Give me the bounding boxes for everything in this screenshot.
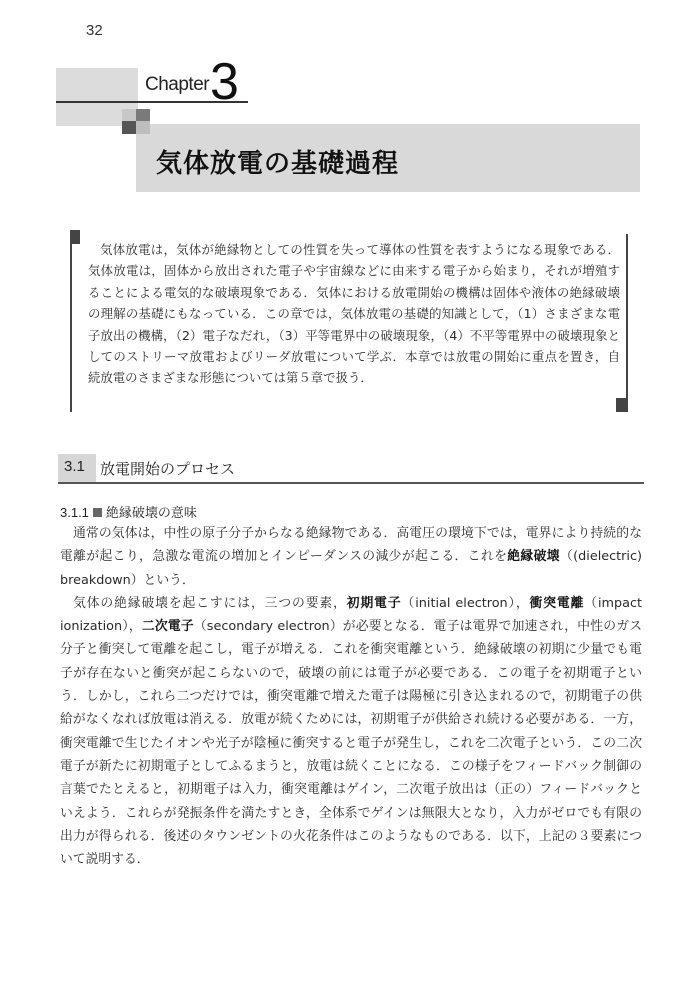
square-bullet-icon: [93, 508, 102, 517]
section-title: 放電開始のプロセス: [100, 460, 236, 478]
abstract-left-border: [70, 230, 72, 412]
chapter-abstract: [88, 239, 620, 389]
chapter-label: Chapter: [145, 74, 210, 95]
key-term: 絶縁破壊: [507, 549, 560, 565]
subsection-heading: [60, 502, 197, 521]
section-rule: [58, 482, 644, 484]
decor-square: [136, 109, 150, 121]
abstract-right-border: [626, 234, 628, 412]
abstract-text: 気体放電は，気体が絶縁物としての性質を失って導体の性質を表すようになる現象である．気体放電は，固体から放出された電子や宇宙線などに由来する電子から始まり，それが増殖することによる電気的な破壊現象である．気体における放電開始の機構は固体や液体の絶縁破壊の理解の基礎にもなっている．この章では，気体放電の基礎的知識として，（1）さまざまな電子放出の機構，（2）電子なだれ，（3）平等電界中の破壊現象，（4）不平等電界中の破壊現象としてのストリーマ放電およびリーダ放電について学ぶ．本章では放電の開始に重点を置き，自続放電のさまざまな形態については第５章で扱う．: [88, 242, 620, 386]
abstract-corner-mark: [616, 398, 628, 412]
paragraph-text: （impact ionization），: [60, 595, 643, 635]
subsection-title: 絶縁破壊の意味: [105, 506, 197, 521]
key-term: 衝突電離: [529, 595, 585, 611]
key-term: 二次電子: [141, 619, 194, 635]
page-number: 32: [86, 22, 103, 39]
key-term: 初期電子: [346, 595, 402, 611]
chapter-number: 3: [210, 53, 239, 111]
paragraph-text: （initial electron），: [401, 595, 530, 611]
decor-square: [122, 121, 136, 134]
paragraph-text: 通常の気体は，中性の原子分子からなる絶縁物である．高電圧の環境下では，電界により持続的な電離が起こり，急激な電流の増加とインピーダンスの減少が起こる．これを: [60, 526, 642, 565]
subsection-number: 3.1.1: [60, 505, 89, 520]
paragraph-text: 気体の絶縁破壊を起こすには，三つの要素，: [73, 595, 347, 611]
decor-square: [136, 121, 150, 134]
paragraph-text: （secondary electron）が必要となる．電子は電界で加速され，中性のガス分子と衝突して電離を起こし，電子が増える．これを衝突電離という．絶縁破壊の初期に少量でも電子が存在ないと衝突が起こらないので，破壊の前には電子が必要である．この電子を初期電子という．しかし，これら二つだけでは，衝突電離で増えた電子は陽極に引き込まれるので，初期電子の供給がなくなれば放電は消える．放電が続くためには，初期電子が供給され続ける必要がある．一方，衝突電離で生じたイオンや光子が陰極に衝突すると電子が発生し，これを二次電子という．この二次電子が新たに初期電子としてふるまうと，放電は続くことになる．この様子をフィードバック制御の言葉でたとえると，初期電子は入力，衝突電離はゲイン，二次電子放出は（正の）フィードバックといえよう．これらが発振条件を満たすとき，全体系でゲインは無限大となり，入力がゼロでも有限の出力が得られる．後述のタウンゼントの火花条件はこのようなものである．以下，上記の３要素について説明する．: [60, 619, 642, 868]
body-text: [60, 522, 642, 871]
section-number: 3.1: [64, 458, 85, 475]
abstract-corner-mark: [70, 230, 80, 244]
chapter-title: 気体放電の基礎過程: [156, 149, 400, 179]
paragraph-text: （(dielectric) breakdown）という．: [60, 549, 643, 588]
decor-square: [122, 109, 136, 121]
paragraph: [60, 522, 642, 592]
paragraph: [60, 592, 642, 872]
